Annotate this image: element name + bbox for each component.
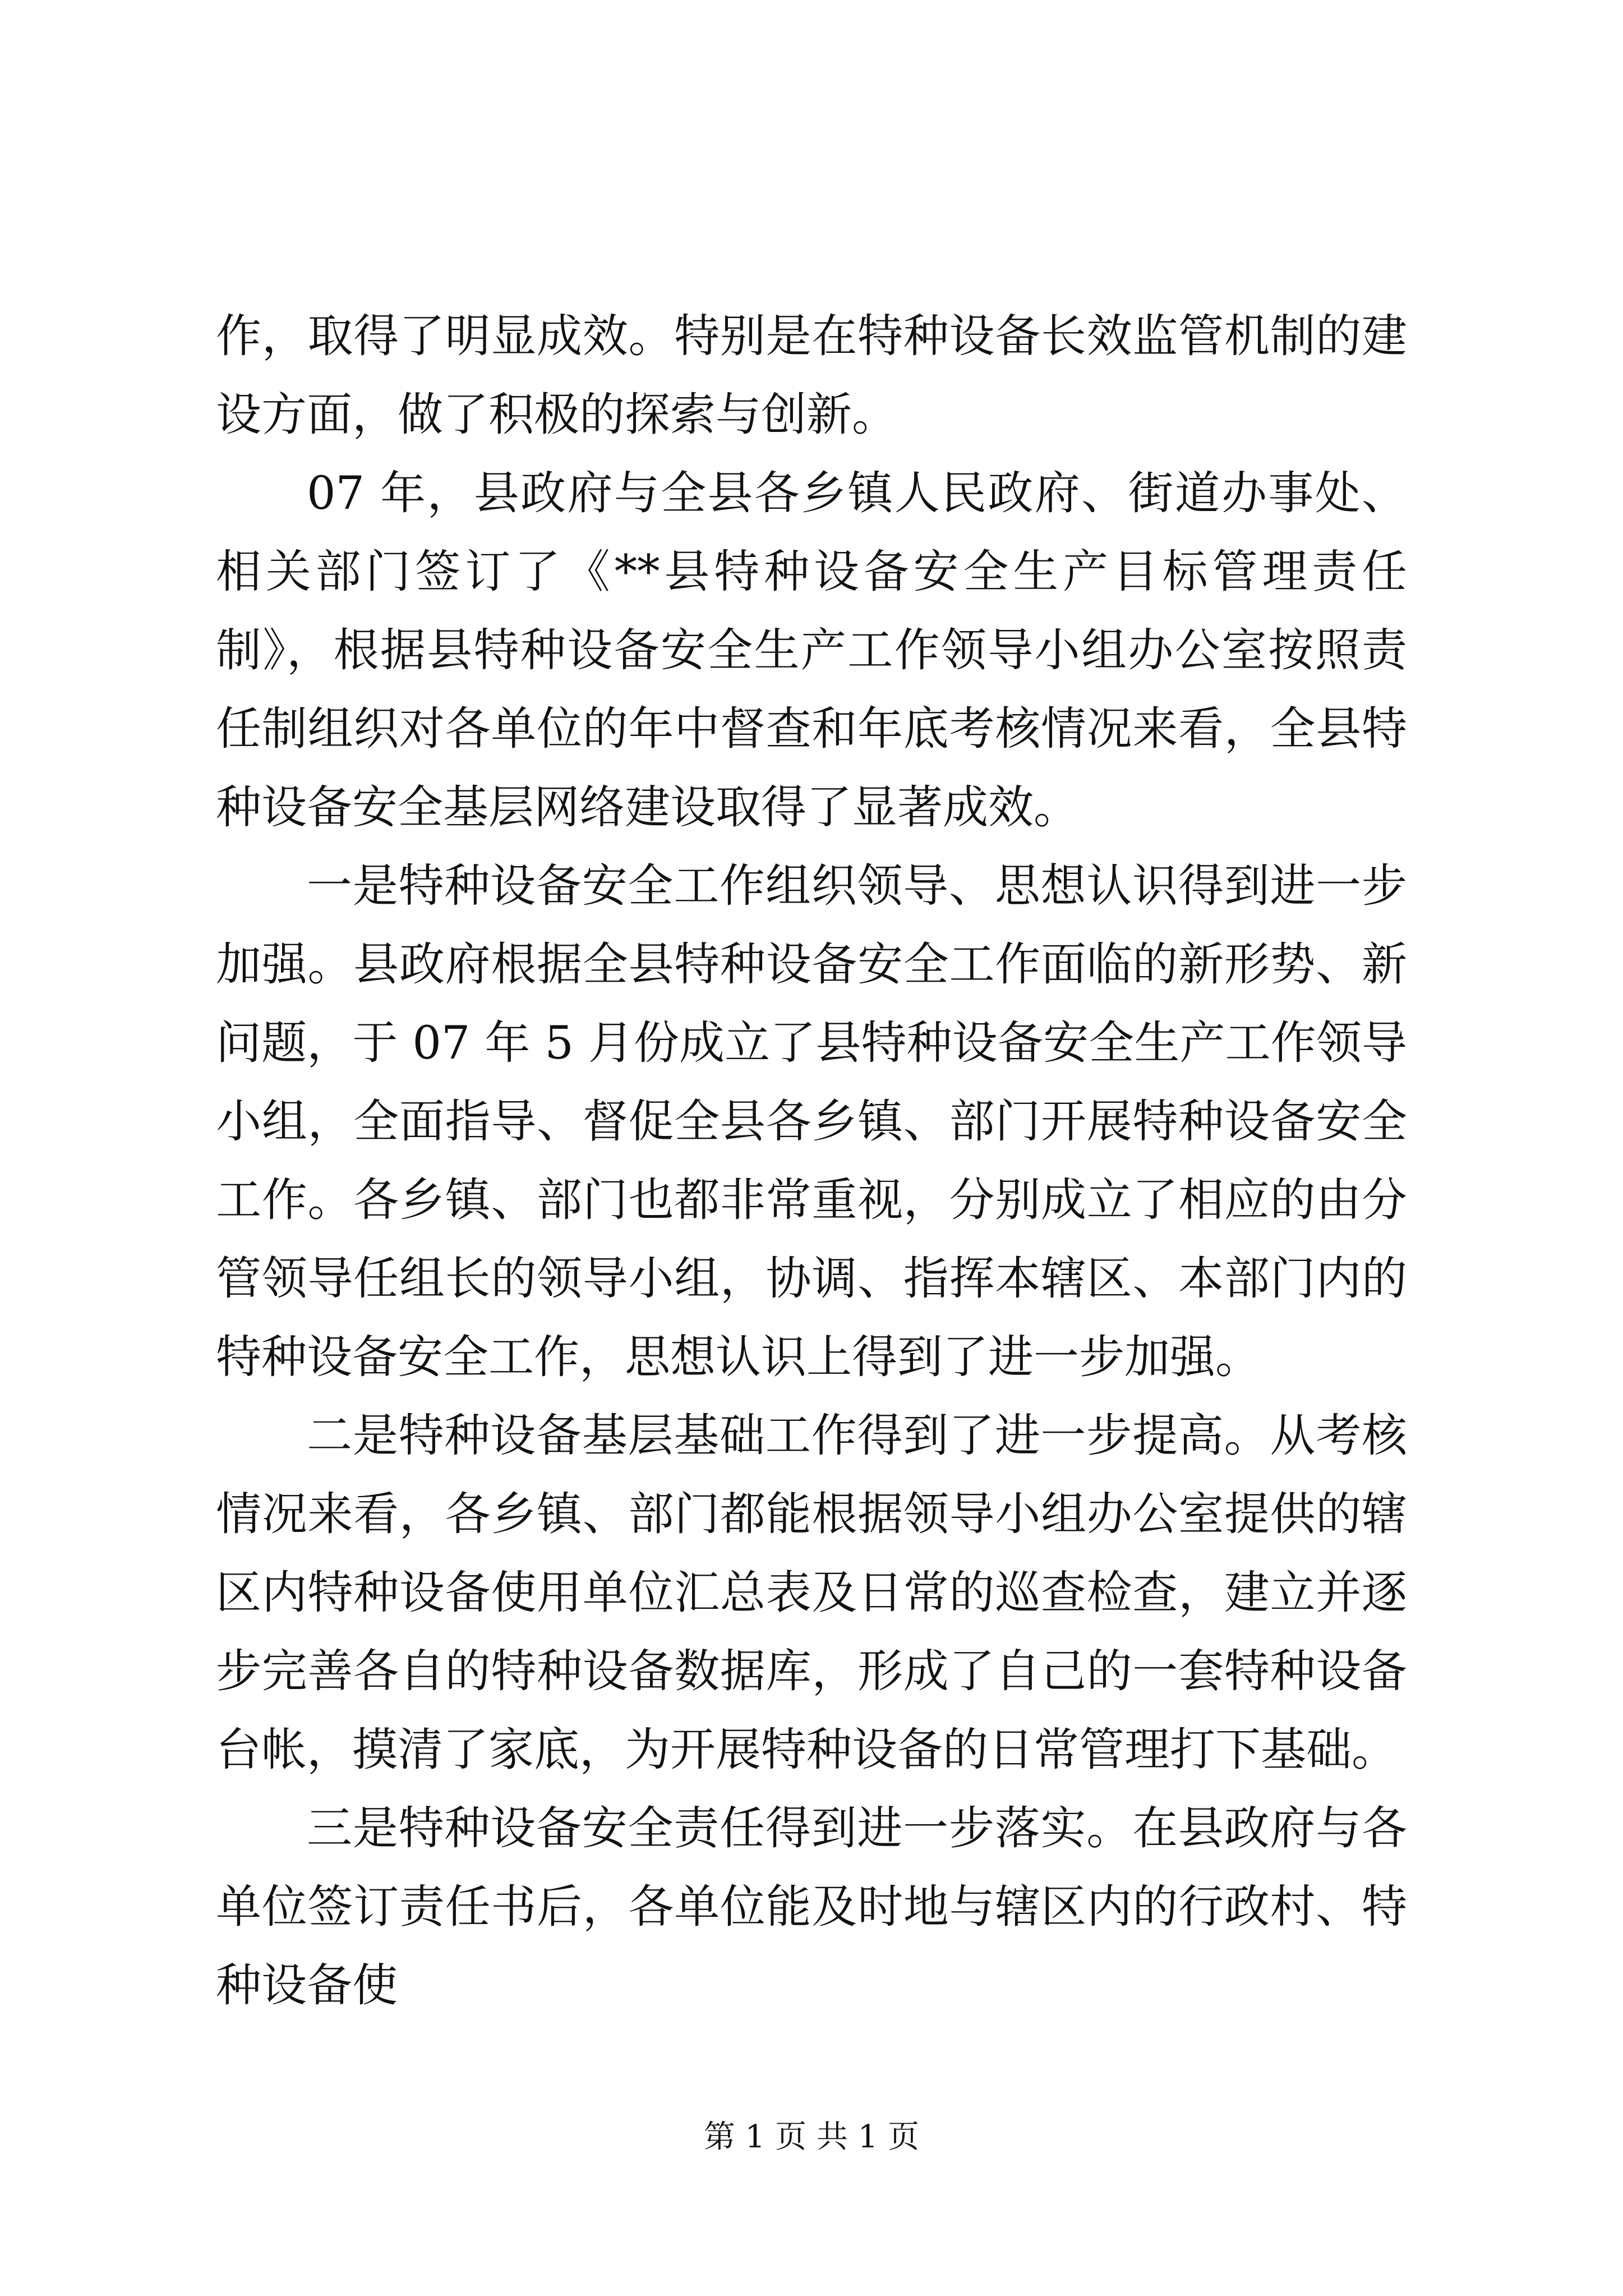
page-footer: 第 1 页 共 1 页 bbox=[703, 2119, 920, 2155]
paragraph: 二是特种设备基层基础工作得到了进一步提高。从考核情况来看，各乡镇、部门都能根据领导小组办公室提供的辖区内特种设备使用单位汇总表及日常的巡查检查，建立并逐步完善各自的特种设备数据库，形成了自己的一套特种设备台帐，摸清了家底，为开展特种设备的日常管理打下基础。 bbox=[216, 1410, 1407, 1777]
document-body bbox=[216, 297, 1407, 2025]
paragraph: 一是特种设备安全工作组织领导、思想认识得到进一步加强。县政府根据全县特种设备安全工作面临的新形势、新问题，于 07 年 5 月份成立了县特种设备安全生产工作领导小组，全面指导、督促全县各乡镇、部门开展特种设备安全工作。各乡镇、部门也都非常重视，分别成立了相应的由分管领导任组长的领导小组，协调、指挥本辖区、本部门内的特种设备安全工作，思想认识上得到了进一步加强。 bbox=[216, 860, 1407, 1384]
paragraph: 07 年，县政府与全县各乡镇人民政府、街道办事处、相关部门签订了《**县特种设备安全生产目标管理责任制》，根据县特种设备安全生产工作领导小组办公室按照责任制组织对各单位的年中督查和年底考核情况来看，全县特种设备安全基层网络建设取得了显著成效。 bbox=[216, 467, 1407, 834]
paragraph: 三是特种设备安全责任得到进一步落实。在县政府与各单位签订责任书后，各单位能及时地与辖区内的行政村、特种设备使 bbox=[216, 1802, 1407, 2012]
paragraph-continuation: 作，取得了明显成效。特别是在特种设备长效监管机制的建设方面，做了积极的探索与创新。 bbox=[216, 310, 1407, 441]
